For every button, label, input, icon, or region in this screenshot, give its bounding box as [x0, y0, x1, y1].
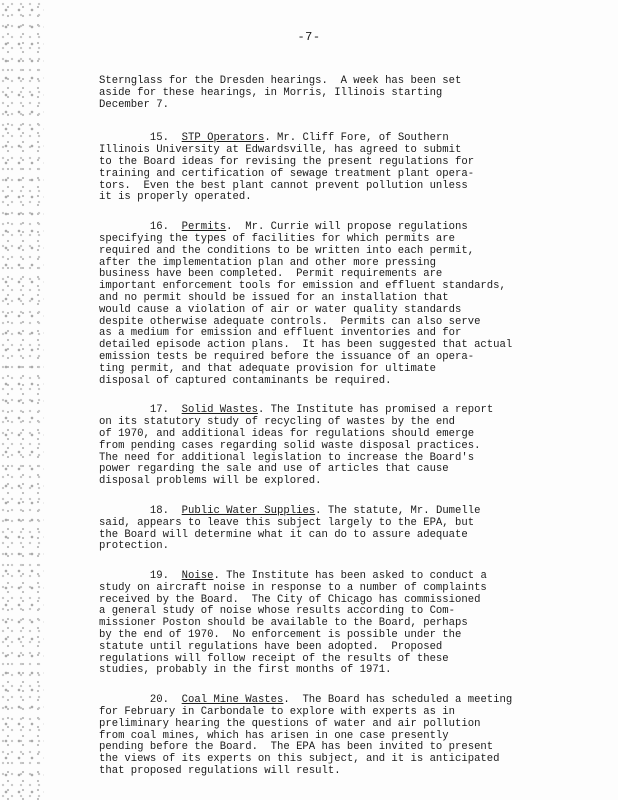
- item-paragraph: [99, 571, 549, 677]
- item-heading: Coal Mine Wastes: [181, 694, 284, 707]
- page-number: -7-: [297, 30, 321, 44]
- item-number: 19.: [149, 570, 169, 583]
- item-body: . The Institute has promised a report on its statutory study of recycling of wastes by the end of 1970, and additional ideas for regulations should emerge from pending cases regarding solid waste disposal practices. The need for additional legislation to increase the Board's power regarding the sale and use of articles that cause disposal problems will be explored.: [99, 404, 494, 488]
- item-heading: STP Operators: [181, 132, 265, 145]
- item-number: 15.: [149, 132, 169, 145]
- item-paragraph: [99, 506, 549, 553]
- document-body: [99, 76, 549, 796]
- item-body: . The Board has scheduled a meeting for February in Carbondale to explore with experts as in preliminary hearing the questions of water and air pollution from coal mines, which has arisen in one case presently pending before the Board. The EPA has been invited to present the views of its experts on this subject, and it is anticipated that proposed regulations will result.: [99, 694, 513, 778]
- item-number: 18.: [149, 504, 169, 517]
- item-body: . Mr. Currie will propose regulations specifying the types of facilities for which permits are required and the conditions to be written into each permit, after the implementation plan and other more pressing business have been completed. Permit requirements are important enforcement tools for emission and effluent standards, and no permit should be issued for an installation that would cause a violation of air or water quality standards despite otherwise adequate controls. Permits can also serve as a medium for emission and effluent inventories and for detailed episode action plans. It has been suggested that actual emission tests be required before the issuance of an opera- ting permit, and that adequate provision for ultimate disposal of captured contaminants be required.: [99, 221, 513, 387]
- item-paragraph: [99, 133, 549, 204]
- item-number: 16.: [149, 221, 169, 234]
- item-paragraph: [99, 405, 549, 488]
- item-heading: Noise: [181, 570, 214, 583]
- scan-margin-speckle: [0, 0, 44, 800]
- intro-paragraph: Sternglass for the Dresden hearings. A week has been set aside for these hearings, in Morris, Illinois starting December 7.: [99, 75, 462, 111]
- item-heading: Permits: [181, 221, 227, 234]
- item-paragraph: [99, 695, 549, 778]
- item-heading: Public Water Supplies: [181, 504, 316, 517]
- item-body: . The statute, Mr. Dumelle said, appears to leave this subject largely to the EPA, but the Board will determine what it can do to assure adequate protection.: [99, 504, 481, 553]
- item-body: . Mr. Cliff Fore, of Southern Illinois University at Edwardsville, has agreed to submit to the Board ideas for revising the present regulations for training and certification of sewage treatment plant opera- tors. Even the best plant cannot prevent pollution unless it is properly operated.: [99, 132, 475, 204]
- item-heading: Solid Wastes: [181, 404, 258, 417]
- item-number: 20.: [149, 694, 169, 707]
- item-body: . The Institute has been asked to conduct a study on aircraft noise in response to a number of complaints received by the Board. The City of Chicago has commissioned a general study of noise whose results according to Com- missioner Poston should be available to the Board, perhaps by the end of 1970. No enforcement is possible under the statute until regulations have been adopted. Proposed regulations will follow receipt of the results of these studies, probably in the first months of 1971.: [99, 570, 487, 677]
- item-paragraph: [99, 222, 549, 387]
- numbered-items: [99, 133, 549, 777]
- item-number: 17.: [149, 404, 169, 417]
